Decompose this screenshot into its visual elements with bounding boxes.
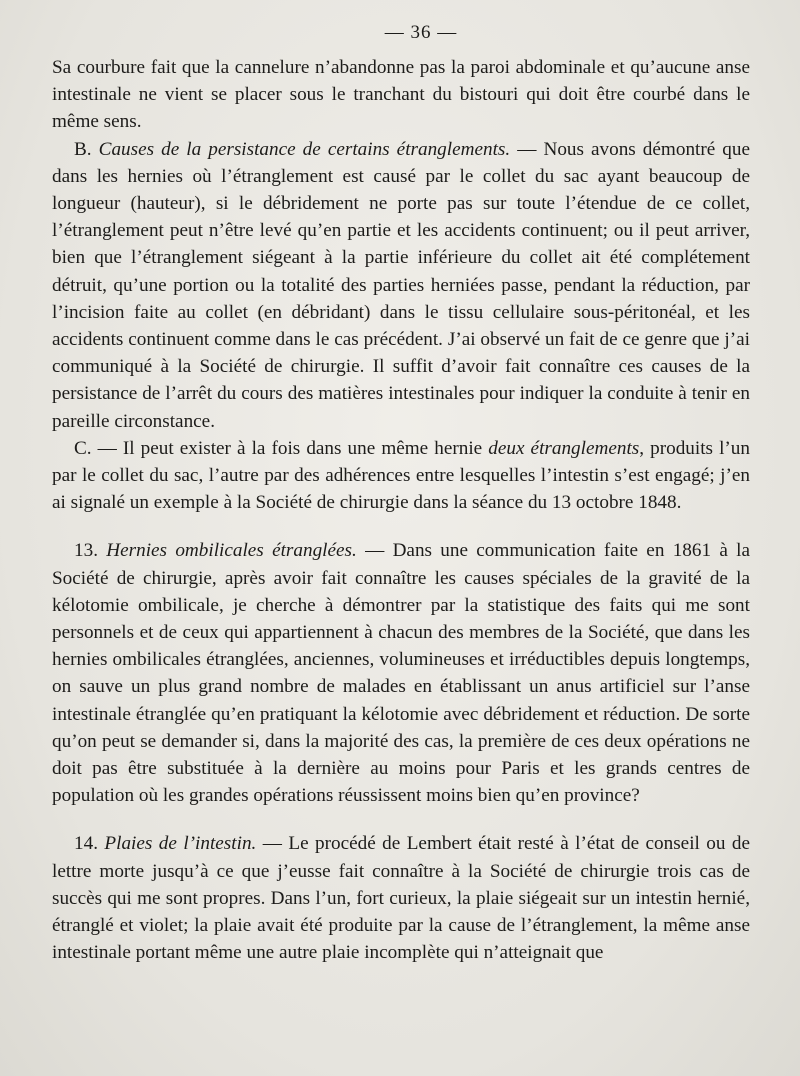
paragraph-text: , produits l’un par le collet du sac, l’autre par des adhérences entre lesquelles l’intestin s’est engagé; j’en ai signalé un exemple à la Société de chirurgie dans la séance du 13 octobre 1848. bbox=[52, 437, 750, 514]
paragraph-text: Sa courbure fait que la cannelure n’abandonne pas la paroi abdominale et qu’aucune anse intestinale ne vient se placer sous le tranchant du bistouri qui doit être courbé dans le même sens. bbox=[52, 57, 750, 133]
paragraph-c-deux-etranglements bbox=[52, 435, 750, 517]
page-number: — 36 — bbox=[384, 22, 458, 43]
paragraph-b-persistance bbox=[52, 136, 750, 435]
paragraph-heading: Causes de la persistance de certains étranglements. bbox=[98, 138, 511, 160]
paragraph-lead: 14. bbox=[74, 833, 98, 855]
paragraph-heading: deux étranglements bbox=[488, 437, 640, 459]
paragraph-heading: Plaies de l’intestin. bbox=[104, 833, 257, 855]
paragraph-text: — Dans une communication faite en 1861 à la Société de chirurgie, après avoir fait connaître les causes spéciales de la gravité de la kélotomie ombilicale, je cherche à démontrer par la statistique des faits qui me sont personnels et de ceux qui appartiennent à chacun des membres de la Société, que dans les hernies ombilicales étranglées, anciennes, volumineuses et irréductibles depuis longtemps, on sauve un plus grand nombre de malades en établissant un anus artificiel sur l’anse intestinale étranglée qu’en pratiquant la kélotomie avec débridement et réduction. De sorte qu’on peut se demander si, dans la majorité des cas, la première de ces deux opérations ne doit pas être substituée à la dernière au moins pour Paris et les grands centres de population où les grandes opérations réussissent moins bien qu’en province? bbox=[52, 540, 751, 807]
paragraph-13-hernies-ombilicales bbox=[52, 537, 750, 809]
paragraph-text: — Nous avons démontré que dans les hernies où l’étranglement est causé par le collet du sac ayant beaucoup de longueur (hauteur), si le débridement ne porte pas sur toute l’étendue de ce collet, l’étranglement peut n’être levé qu’en partie et les accidents continuent; ou il peut arriver, bien que l’étranglement siégeant à la partie inférieure du collet ait été complétement détruit, qu’une portion ou la totalité des parties herniées passe, pendant la réduction, par l’incision faite au collet (en débridant) dans le tissu cellulaire sous-péritonéal, et les accidents continuent comme dans le cas précédent. J’ai observé un fait de ce genre que j’ai communiqué à la Société de chirurgie. Il suffit d’avoir fait connaître ces causes de la persistance de l’arrêt du cours des matières intestinales pour indiquer la conduite à tenir en pareille circonstance. bbox=[52, 138, 751, 432]
paragraph-continuation bbox=[52, 54, 750, 136]
paragraph-lead: C. — Il peut exister à la fois dans une même hernie bbox=[74, 437, 483, 459]
paragraph-heading: Hernies ombilicales étranglées. bbox=[106, 540, 357, 562]
paragraph-lead: 13. bbox=[74, 540, 98, 562]
paragraph-lead: B. bbox=[74, 138, 92, 160]
paragraph-14-plaies-intestin bbox=[52, 830, 750, 966]
paragraph-text: — Le procédé de Lembert était resté à l’état de conseil ou de lettre morte jusqu’à ce que j’eusse fait connaître à la Société de chirurgie trois cas de succès qui me sont propres. Dans l’un, fort curieux, la plaie siégeait sur un intestin hernié, étranglé et violet; la plaie avait été produite par la cause de l’étranglement, la même anse intestinale portant même une autre plaie incomplète qui n’atteignait que bbox=[52, 833, 750, 964]
